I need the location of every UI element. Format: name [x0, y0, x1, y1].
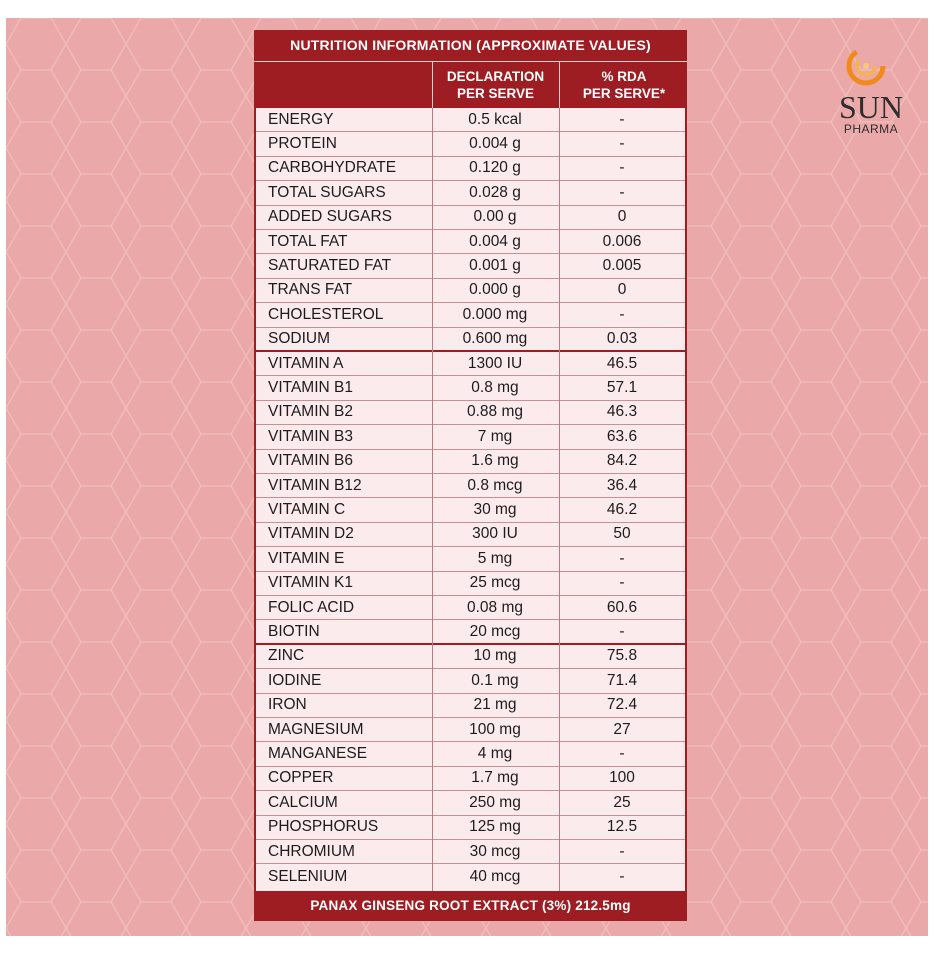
nutrient-name: TOTAL SUGARS — [268, 183, 386, 201]
nutrient-name: TOTAL FAT — [268, 232, 348, 250]
declaration-value: 30 mcg — [469, 842, 521, 860]
table-row — [256, 132, 685, 156]
brand-subtitle: PHARMA — [843, 122, 899, 136]
declaration-value: 250 mg — [469, 793, 521, 811]
nutrient-name: VITAMIN B6 — [268, 452, 353, 470]
declaration-value: 0.004 g — [469, 232, 521, 250]
nutrient-name: ENERGY — [268, 110, 334, 128]
declaration-value: 0.1 mg — [471, 671, 519, 689]
nutrient-name: IRON — [268, 696, 307, 714]
declaration-value: 20 mcg — [469, 622, 521, 640]
rda-value: - — [619, 622, 625, 640]
nutrient-name: ADDED SUGARS — [268, 208, 393, 226]
nutrient-name: SELENIUM — [268, 867, 348, 885]
nutrient-name: MANGANESE — [268, 745, 368, 763]
nutrient-name: PHOSPHORUS — [268, 818, 379, 836]
table-footer: PANAX GINSENG ROOT EXTRACT (3%) 212.5mg — [310, 898, 631, 913]
nutrient-name: COPPER — [268, 769, 334, 787]
declaration-value: 0.004 g — [469, 135, 521, 153]
nutrient-name: VITAMIN B12 — [268, 476, 362, 494]
brand-name: SUN — [838, 89, 903, 125]
nutrient-name: SODIUM — [268, 329, 330, 347]
table-row — [256, 547, 685, 571]
table-body — [256, 108, 685, 891]
table-row — [256, 694, 685, 718]
declaration-value: 4 mg — [477, 745, 513, 763]
declaration-value: 1300 IU — [467, 354, 523, 372]
declaration-value: 5 mg — [477, 549, 513, 567]
column-divider-1 — [432, 108, 433, 891]
table-row — [256, 376, 685, 400]
header-rda-line-1: % RDA — [601, 68, 647, 84]
rda-value: 46.5 — [606, 354, 638, 372]
declaration-value: 0.600 mg — [462, 329, 528, 347]
declaration-value: 100 mg — [469, 720, 521, 738]
rda-value: - — [619, 842, 625, 860]
rda-value: - — [619, 135, 625, 153]
header-declaration-line-1: DECLARATION — [446, 68, 545, 84]
rda-value: - — [619, 159, 625, 177]
rda-value: 0.03 — [606, 329, 638, 347]
nutrient-name: ZINC — [268, 647, 305, 665]
declaration-value: 25 mcg — [469, 574, 521, 592]
nutrient-name: VITAMIN E — [268, 549, 345, 567]
rda-value: 50 — [613, 525, 631, 543]
table-row — [256, 742, 685, 766]
table-row — [256, 572, 685, 596]
rda-value: 63.6 — [606, 427, 638, 445]
table-row — [256, 157, 685, 181]
declaration-value: 1.6 mg — [471, 452, 519, 470]
table-row — [256, 816, 685, 840]
header-nutrient — [254, 61, 430, 108]
table-row — [256, 474, 685, 498]
table-row — [256, 230, 685, 254]
nutrient-name: IODINE — [268, 671, 322, 689]
declaration-value: 0.8 mg — [471, 379, 519, 397]
nutrient-name: MAGNESIUM — [268, 720, 364, 738]
declaration-value: 40 mcg — [469, 867, 521, 885]
table-row — [256, 498, 685, 522]
rda-value: 46.3 — [606, 403, 638, 421]
rda-value: 84.2 — [606, 452, 638, 470]
declaration-value: 0.001 g — [469, 257, 521, 275]
rda-value: 60.6 — [606, 598, 638, 616]
nutrient-name: PROTEIN — [268, 135, 337, 153]
rda-value: - — [619, 867, 625, 885]
rda-value: 71.4 — [606, 671, 638, 689]
table-row — [256, 791, 685, 815]
table-row — [256, 401, 685, 425]
rda-value: - — [619, 745, 625, 763]
rda-value: 72.4 — [606, 696, 638, 714]
declaration-value: 0.08 mg — [466, 598, 523, 616]
header-declaration-line-2: PER SERVE — [456, 85, 535, 101]
header-declaration — [432, 61, 558, 108]
table-row — [256, 352, 685, 376]
rda-value: - — [619, 305, 625, 323]
declaration-value: 0.8 mcg — [467, 476, 523, 494]
rda-value: 36.4 — [606, 476, 638, 494]
nutrition-table — [254, 30, 687, 921]
nutrient-name: VITAMIN B1 — [268, 379, 353, 397]
declaration-value: 0.000 g — [469, 281, 521, 299]
nutrient-name: FOLIC ACID — [268, 598, 355, 616]
rda-value: 27 — [613, 720, 631, 738]
table-row — [256, 645, 685, 669]
table-title: NUTRITION INFORMATION (APPROXIMATE VALUES) — [290, 37, 651, 53]
rda-value: 12.5 — [606, 818, 638, 836]
table-row — [256, 450, 685, 474]
rda-value: 46.2 — [606, 501, 638, 519]
rda-value: 57.1 — [606, 379, 638, 397]
table-row — [256, 864, 685, 888]
nutrient-name: VITAMIN D2 — [268, 525, 354, 543]
table-row — [256, 767, 685, 791]
nutrient-name: CARBOHYDRATE — [268, 159, 397, 177]
rda-value: 25 — [613, 793, 631, 811]
table-row — [256, 279, 685, 303]
table-row — [256, 523, 685, 547]
table-row — [256, 254, 685, 278]
declaration-value: 0.120 g — [469, 159, 521, 177]
nutrient-name: CHROMIUM — [268, 842, 355, 860]
header-rda-line-2: PER SERVE* — [582, 85, 666, 101]
table-row — [256, 303, 685, 327]
table-row — [256, 620, 685, 644]
column-divider-2 — [559, 108, 560, 891]
rda-value: 0 — [617, 281, 627, 299]
nutrient-name: TRANS FAT — [268, 281, 353, 299]
declaration-value: 125 mg — [469, 818, 521, 836]
declaration-value: 10 mg — [473, 647, 517, 665]
nutrient-name: VITAMIN B2 — [268, 403, 353, 421]
rda-value: 100 — [609, 769, 635, 787]
rda-value: - — [619, 110, 625, 128]
nutrient-name: VITAMIN B3 — [268, 427, 353, 445]
table-row — [256, 328, 685, 352]
declaration-value: 21 mg — [473, 696, 517, 714]
table-row — [256, 718, 685, 742]
table-row — [256, 840, 685, 864]
table-row — [256, 206, 685, 230]
declaration-value: 0.88 mg — [466, 403, 523, 421]
table-row — [256, 425, 685, 449]
rda-value: 0 — [617, 208, 627, 226]
nutrient-name: SATURATED FAT — [268, 257, 392, 275]
declaration-value: 0.5 kcal — [468, 110, 522, 128]
declaration-value: 7 mg — [477, 427, 513, 445]
declaration-value: 30 mg — [473, 501, 517, 519]
table-row — [256, 669, 685, 693]
rda-value: - — [619, 574, 625, 592]
rda-value: 0.005 — [602, 257, 642, 275]
nutrient-name: VITAMIN A — [268, 354, 344, 372]
declaration-value: 0.00 g — [473, 208, 517, 226]
sun-swirl-icon — [846, 46, 886, 86]
rda-value: - — [619, 183, 625, 201]
nutrient-name: VITAMIN C — [268, 501, 346, 519]
rda-value: 75.8 — [606, 647, 638, 665]
brand-logo — [828, 32, 918, 142]
table-row — [256, 108, 685, 132]
header-rda — [559, 61, 688, 108]
table-row — [256, 181, 685, 205]
declaration-value: 1.7 mg — [471, 769, 519, 787]
nutrient-name: CALCIUM — [268, 793, 338, 811]
rda-value: 0.006 — [602, 232, 642, 250]
nutrient-name: CHOLESTEROL — [268, 305, 384, 323]
table-row — [256, 596, 685, 620]
rda-value: - — [619, 549, 625, 567]
declaration-value: 0.000 mg — [462, 305, 528, 323]
declaration-value: 300 IU — [472, 525, 518, 543]
nutrient-name: VITAMIN K1 — [268, 574, 353, 592]
declaration-value: 0.028 g — [469, 183, 521, 201]
nutrient-name: BIOTIN — [268, 622, 320, 640]
